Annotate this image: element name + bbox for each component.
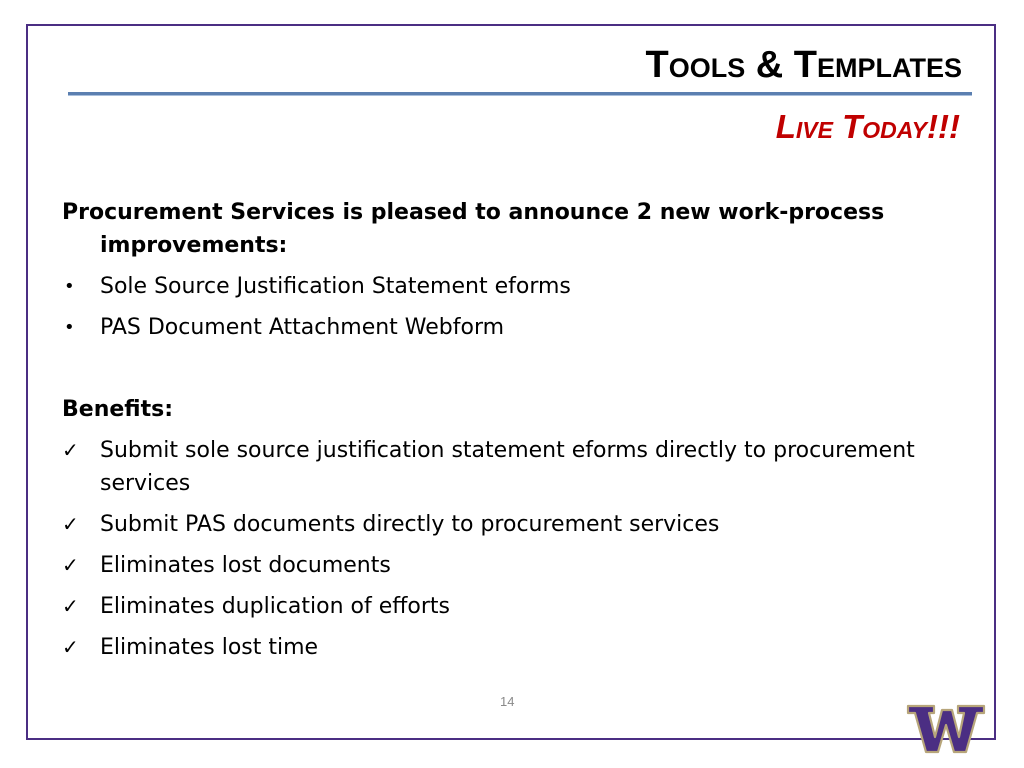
benefit-text: Eliminates lost time — [100, 635, 319, 660]
university-w-logo — [906, 700, 986, 758]
list-item — [62, 434, 972, 500]
benefit-text: Submit sole source justification statement eforms directly to procurement services — [100, 438, 915, 496]
benefits-heading: Benefits: — [62, 397, 173, 422]
list-item — [62, 631, 972, 664]
improvements-list — [62, 270, 972, 344]
list-item — [62, 549, 972, 582]
benefit-text: Eliminates lost documents — [100, 553, 391, 578]
checkmark-icon: ✓ — [62, 553, 79, 577]
title-underline — [68, 92, 972, 96]
checkmark-icon: ✓ — [62, 512, 79, 536]
benefits-list — [62, 434, 972, 664]
bullet-icon: • — [64, 317, 75, 338]
page-number: 14 — [500, 694, 515, 709]
slide-body — [62, 196, 972, 672]
checkmark-icon: ✓ — [62, 594, 79, 618]
benefit-text: Eliminates duplication of efforts — [100, 594, 451, 619]
section-spacer — [62, 352, 972, 393]
list-item — [62, 270, 972, 303]
list-item — [62, 590, 972, 623]
bullet-icon: • — [64, 276, 75, 297]
checkmark-icon: ✓ — [62, 438, 79, 462]
list-item — [62, 311, 972, 344]
intro-text: Procurement Services is pleased to announce 2 new work-process improvements: — [62, 200, 885, 258]
list-item — [62, 508, 972, 541]
slide-title: Tools & Templates — [645, 44, 962, 86]
slide-subtitle: Live Today!!! — [775, 108, 960, 145]
checkmark-icon: ✓ — [62, 635, 79, 659]
improvement-text: PAS Document Attachment Webform — [100, 315, 505, 340]
benefit-text: Submit PAS documents directly to procurement services — [100, 512, 720, 537]
improvement-text: Sole Source Justification Statement eforms — [100, 274, 571, 299]
